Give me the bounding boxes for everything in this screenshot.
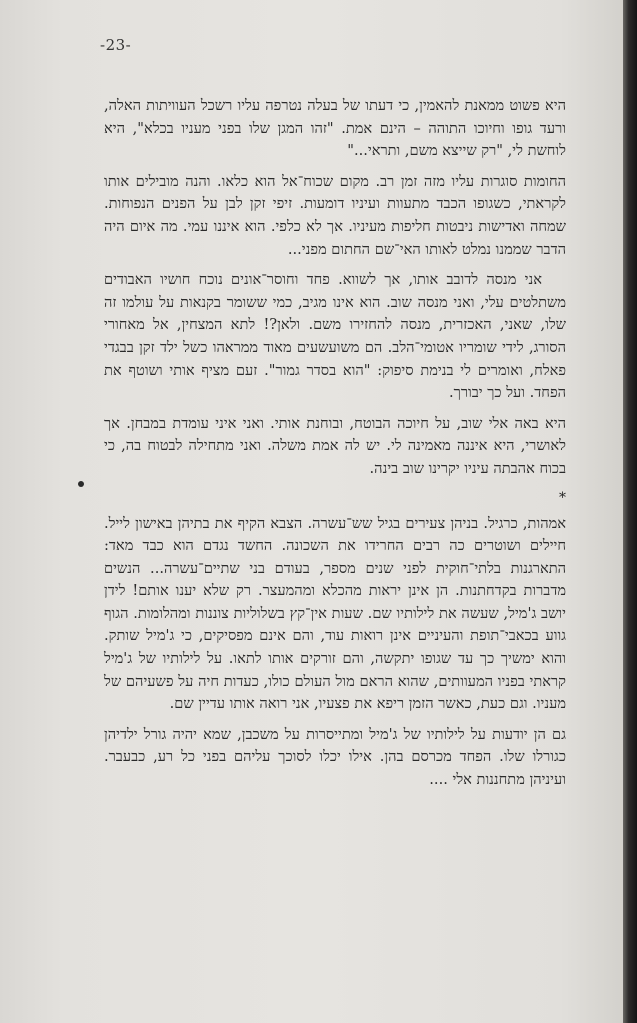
page-number: -23- — [100, 36, 132, 54]
paragraph: היא באה אלי שוב, על חיוכה הבוטח, ובוחנת אותי. ואני איני עומדת במבחן. אך לאושרי, היא איננה מאמינה לי. יש לה אמת משלה. ואני מתחילה לבטוח בה, כי בכוח אהבתה עיניו יקרינו שוב בינה. — [104, 414, 566, 477]
margin-dot — [78, 481, 84, 487]
paragraph: אמהות, כרגיל. בניהן צעירים בגיל שש־עשרה. הצבא הקיף את בתיהן באישון לייל. חיילים ושוטרים כה רבים החרידו את השכונה. החשד נגדם הוא כבד מאד: התארגנות בלתי־חוקית לפני שנים מספר, בעודם בני שתיים־עשרה... הנשים מדברות בקדחתנות. הן אינן יראות מהכלא ומהמעצר. רק שלא יענו אותם! לידן יושב ג'מיל, שעשה את לילותיו שם. שעות אין־קץ בשלוליות צוננות ומהלומות. הגוף גווע בכאבי־תופת והעיניים אינן רואות עוד, והם אינם מפסיקים, כי ג'מיל שותק. והוא ימשיך כך עד שגופו יתקשה, והם זורקים אותו לתאו. על לילותיו של ג'מיל קראתי בפניו המעוותים, שהוא הראם מול העולם כולו, כעדות חיה על פשעיהם של מעניו. וגם כעת, כאשר הזמן ריפא את פצעיו, אני רואה אותו עדיין שם. — [104, 514, 566, 713]
page-edge-shadow — [623, 0, 637, 1023]
section-separator: * — [559, 489, 566, 506]
paragraph: אני מנסה לדובב אותו, אך לשווא. פחד וחוסר־אונים נוכח חושיו האבודים משתלטים עלי, ואני מנסה שוב. הוא אינו מגיב, כמי ששומר בקנאות על עולמו זה שלו, שאני, האכזרית, מנסה להחזירו משם. ולאן?! לתא המצחין, אל מאחורי הסורג, לידי שומריו אטומי־הלב. הם משועשעים מאוד ממראהו כשל ילד זקן בבגדי פאלח, ואומרים לי בנימת סיפוק: "הוא בסדר גמור". זעם מציף אותי ושוטף את הפחד. ועל כך יבורך. — [104, 271, 566, 402]
paragraph: גם הן יודעות על לילותיו של ג'מיל ומתייסרות על משכבן, שמא יהיה גורל ילדיהן כגורלו שלו. הפחד מכרסם בהן. אילו יכלו לסוכך עליהם בפני כל רע, כבעבר. ועיניהן מתחננות אלי .... — [104, 725, 566, 789]
body-text — [104, 95, 566, 792]
paragraph: היא פשוט ממאנת להאמין, כי דעתו של בעלה נטרפה עליו רשכל העוויתות האלה, ורעד גופו וחיוכו התוהה – הינם אמת. "זהו המגן שלו בפני מעניו בכלא", היא לוחשת לי, "רק שייצא משם, ותראי..." — [104, 97, 566, 160]
paragraph: החומות סוגרות עליו מזה זמן רב. מקום שכוח־אל הוא כלאו. והנה מובילים אותו לקראתי, כשגופו הכבד מתעוות ועיניו דומעות. זיפי זקן לבן על הפנים הנפוחות. שמחה ואדישות ניבטות חליפות מעיניו. אך לא כלפי. הוא איננו עמי. מה איום היה הדבר שממנו נמלט לאותו האי־שם החתום מפני... — [104, 172, 566, 258]
